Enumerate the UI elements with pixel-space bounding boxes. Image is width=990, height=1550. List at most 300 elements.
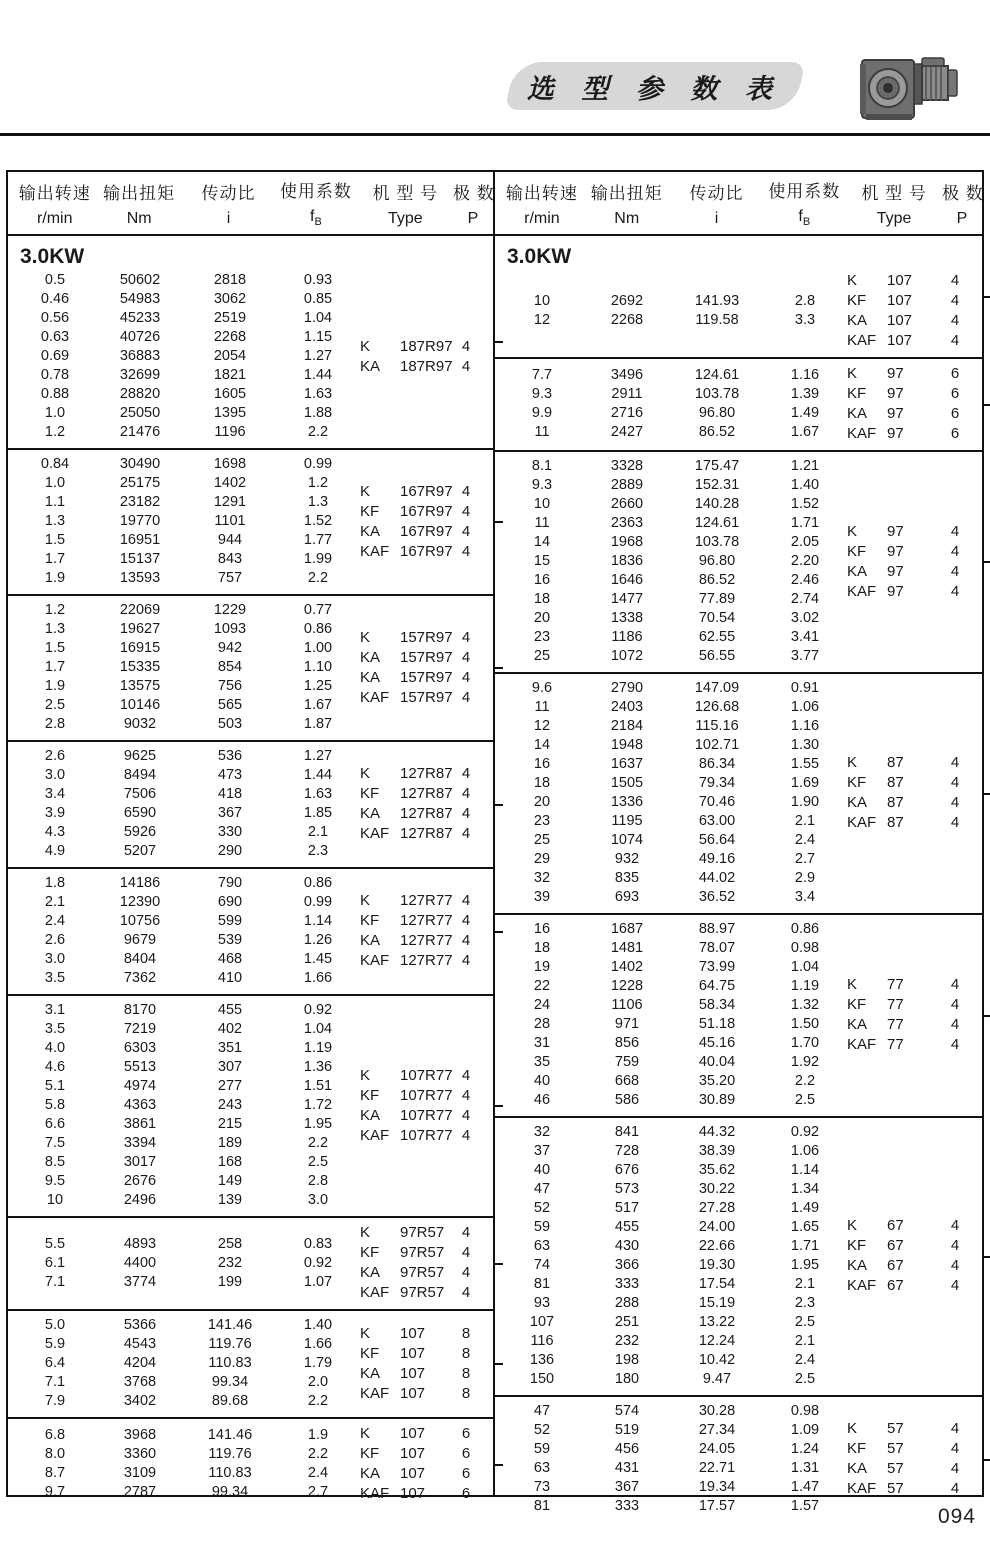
cell-factor: 2.5 bbox=[307, 1154, 329, 1170]
cell-ratio: 77.89 bbox=[698, 591, 736, 607]
type-prefix: KA bbox=[360, 522, 381, 540]
cell-factor: 0.86 bbox=[303, 621, 333, 637]
table-row bbox=[501, 1440, 847, 1459]
cell-factor: 1.49 bbox=[790, 1200, 820, 1216]
col-header-factor: 使用系数 $f_B$ bbox=[279, 182, 352, 229]
cell-ratio: 243 bbox=[217, 1097, 243, 1113]
type-prefix: KA bbox=[360, 357, 381, 375]
cell-torque: 32699 bbox=[119, 367, 161, 383]
cell-factor: 1.04 bbox=[790, 959, 820, 975]
cell-torque: 21476 bbox=[119, 424, 161, 440]
cell-factor: 1.50 bbox=[790, 1016, 820, 1032]
cell-ratio: 418 bbox=[217, 786, 243, 802]
cell-factor: 1.9 bbox=[307, 1427, 329, 1443]
type-row bbox=[360, 1324, 479, 1344]
cell-factor: 1.2 bbox=[307, 475, 329, 491]
cell-factor: 2.2 bbox=[307, 1135, 329, 1151]
cell-speed: 9.6 bbox=[531, 680, 553, 696]
cell-ratio: 44.02 bbox=[698, 870, 736, 886]
cell-speed: 7.7 bbox=[531, 367, 553, 383]
type-prefix: K bbox=[847, 365, 858, 382]
cell-ratio: 2818 bbox=[213, 272, 247, 288]
cell-speed: 2.8 bbox=[44, 716, 66, 732]
cell-ratio: 139 bbox=[217, 1192, 243, 1208]
cell-factor: 2.1 bbox=[794, 1333, 816, 1349]
cell-speed: 1.2 bbox=[44, 424, 66, 440]
type-poles: 4 bbox=[461, 765, 471, 782]
cell-factor: 3.02 bbox=[790, 610, 820, 626]
cell-factor: 1.67 bbox=[303, 697, 333, 713]
type-model: 127R77 bbox=[400, 892, 453, 909]
cell-speed: 3.0 bbox=[44, 767, 66, 783]
type-poles: 4 bbox=[461, 628, 471, 646]
type-poles: 4 bbox=[461, 1066, 471, 1084]
table-row bbox=[501, 1237, 847, 1256]
cell-factor: 1.69 bbox=[790, 775, 820, 791]
table-row bbox=[14, 658, 360, 677]
cell-factor: 1.24 bbox=[790, 1441, 820, 1457]
cell-ratio: 30.22 bbox=[698, 1181, 736, 1197]
table-row bbox=[14, 620, 360, 639]
table-row bbox=[14, 601, 360, 620]
cell-ratio: 140.28 bbox=[694, 496, 740, 512]
cell-speed: 20 bbox=[533, 794, 551, 810]
cell-torque: 2692 bbox=[610, 293, 644, 309]
cell-ratio: 9.47 bbox=[702, 1371, 732, 1387]
table-row bbox=[501, 698, 847, 717]
type-model: 97R57 bbox=[400, 1264, 445, 1281]
cell-factor: 1.15 bbox=[303, 329, 333, 345]
cell-torque: 1968 bbox=[610, 534, 644, 550]
table-row bbox=[501, 977, 847, 996]
cell-speed: 5.0 bbox=[44, 1317, 66, 1333]
cell-ratio: 19.30 bbox=[698, 1257, 736, 1273]
table-row bbox=[14, 1316, 360, 1335]
table-row bbox=[501, 679, 847, 698]
cell-factor: 1.40 bbox=[303, 1317, 333, 1333]
cell-speed: 6.6 bbox=[44, 1116, 66, 1132]
cell-speed: 2.1 bbox=[44, 894, 66, 910]
type-prefix: K bbox=[360, 482, 371, 500]
right-table bbox=[495, 172, 984, 1514]
table-row bbox=[14, 804, 360, 823]
cell-speed: 2.5 bbox=[44, 697, 66, 713]
cell-speed: 40 bbox=[533, 1162, 551, 1178]
cell-ratio: 468 bbox=[217, 951, 243, 967]
table-row bbox=[501, 793, 847, 812]
cell-ratio: 3062 bbox=[213, 291, 247, 307]
table-row bbox=[14, 1001, 360, 1020]
cell-ratio: 79.34 bbox=[698, 775, 736, 791]
data-block bbox=[495, 672, 982, 913]
cell-factor: 0.77 bbox=[303, 602, 333, 618]
cell-ratio: 2054 bbox=[213, 348, 247, 364]
cell-factor: 2.20 bbox=[790, 553, 820, 569]
type-model: 97 bbox=[887, 562, 904, 580]
cell-factor: 2.4 bbox=[307, 1465, 329, 1481]
type-model: 97R57 bbox=[400, 1244, 445, 1261]
cell-speed: 9.3 bbox=[531, 386, 553, 402]
type-prefix: KF bbox=[847, 774, 867, 791]
type-poles: 6 bbox=[950, 365, 960, 382]
cell-ratio: 70.54 bbox=[698, 610, 736, 626]
table-row bbox=[501, 514, 847, 533]
cell-ratio: 10.42 bbox=[698, 1352, 736, 1368]
data-block bbox=[8, 448, 493, 594]
type-poles: 4 bbox=[950, 1237, 960, 1254]
cell-ratio: 35.62 bbox=[698, 1162, 736, 1178]
cell-factor: 2.5 bbox=[794, 1092, 816, 1108]
cell-ratio: 690 bbox=[217, 894, 243, 910]
cell-torque: 2660 bbox=[610, 496, 644, 512]
type-poles: 4 bbox=[950, 1277, 960, 1294]
cell-speed: 3.1 bbox=[44, 1002, 66, 1018]
type-poles: 4 bbox=[950, 754, 960, 771]
cell-speed: 14 bbox=[533, 737, 551, 753]
type-row bbox=[847, 522, 968, 542]
type-poles: 4 bbox=[461, 785, 471, 802]
cell-factor: 0.83 bbox=[303, 1235, 333, 1252]
type-row bbox=[360, 1484, 479, 1504]
cell-torque: 19770 bbox=[119, 513, 161, 529]
cell-speed: 0.56 bbox=[40, 310, 70, 326]
type-row bbox=[360, 764, 479, 784]
type-poles: 4 bbox=[950, 976, 960, 993]
cell-speed: 8.7 bbox=[44, 1465, 66, 1481]
cell-speed: 6.1 bbox=[44, 1254, 66, 1271]
cell-factor: 0.99 bbox=[303, 894, 333, 910]
cell-ratio: 99.34 bbox=[211, 1484, 249, 1500]
cell-ratio: 944 bbox=[217, 532, 243, 548]
cell-torque: 1186 bbox=[611, 629, 643, 645]
cell-torque: 2268 bbox=[610, 312, 644, 328]
type-model: 97 bbox=[887, 582, 904, 600]
type-model: 167R97 bbox=[400, 522, 453, 540]
type-poles: 4 bbox=[461, 482, 471, 500]
cell-ratio: 103.78 bbox=[694, 534, 740, 550]
type-row bbox=[360, 1126, 479, 1146]
type-poles: 4 bbox=[461, 1284, 471, 1301]
cell-torque: 676 bbox=[614, 1162, 640, 1178]
table-row bbox=[501, 1256, 847, 1275]
cell-speed: 16 bbox=[533, 756, 551, 772]
type-poles: 4 bbox=[950, 1440, 960, 1457]
cell-torque: 25175 bbox=[119, 475, 161, 491]
cell-speed: 6.4 bbox=[44, 1355, 66, 1371]
cell-factor: 2.5 bbox=[794, 1314, 816, 1330]
cell-speed: 29 bbox=[533, 851, 551, 867]
type-poles: 4 bbox=[461, 337, 471, 355]
table-row bbox=[14, 1020, 360, 1039]
left-table bbox=[8, 172, 495, 1502]
cell-speed: 16 bbox=[533, 921, 551, 937]
cell-speed: 11 bbox=[534, 515, 550, 531]
type-row bbox=[360, 1364, 479, 1384]
cell-factor: 1.63 bbox=[303, 786, 333, 802]
type-model: 157R97 bbox=[400, 648, 453, 666]
cell-ratio: 22.71 bbox=[698, 1460, 736, 1476]
table-row bbox=[501, 1123, 847, 1142]
cell-ratio: 86.34 bbox=[698, 756, 736, 772]
cell-torque: 4400 bbox=[123, 1254, 157, 1271]
type-row bbox=[847, 813, 968, 833]
table-row bbox=[501, 311, 847, 330]
cell-speed: 10 bbox=[533, 496, 551, 512]
type-prefix: KA bbox=[360, 648, 381, 666]
table-row bbox=[14, 639, 360, 658]
cell-factor: 1.72 bbox=[303, 1097, 333, 1113]
type-model: 127R87 bbox=[400, 765, 453, 782]
cell-ratio: 13.22 bbox=[698, 1314, 736, 1330]
type-row bbox=[360, 1464, 479, 1484]
cell-factor: 0.86 bbox=[790, 921, 820, 937]
cell-factor: 2.2 bbox=[307, 424, 329, 440]
type-prefix: KF bbox=[360, 1244, 380, 1261]
type-model: 97R57 bbox=[400, 1284, 445, 1301]
cell-factor: 2.8 bbox=[794, 293, 816, 309]
type-poles: 4 bbox=[461, 1224, 471, 1241]
type-prefix: KA bbox=[360, 1465, 381, 1482]
table-row bbox=[14, 874, 360, 893]
cell-torque: 2716 bbox=[610, 405, 644, 421]
table-row bbox=[501, 812, 847, 831]
type-model: 107R77 bbox=[400, 1126, 453, 1144]
col-header-ratio: 传动比 i bbox=[689, 183, 744, 227]
cell-speed: 4.0 bbox=[44, 1040, 66, 1056]
type-model: 87 bbox=[887, 754, 904, 771]
type-model: 77 bbox=[887, 1036, 904, 1053]
type-poles: 4 bbox=[950, 1460, 960, 1477]
table-row bbox=[501, 1053, 847, 1072]
cell-ratio: 58.34 bbox=[698, 997, 736, 1013]
cell-torque: 668 bbox=[614, 1073, 640, 1089]
type-row bbox=[847, 384, 968, 404]
cell-factor: 2.2 bbox=[307, 570, 329, 586]
table-row bbox=[501, 628, 847, 647]
table-row bbox=[14, 696, 360, 715]
type-prefix: KA bbox=[847, 1460, 868, 1477]
cell-torque: 932 bbox=[614, 851, 640, 867]
table-row bbox=[501, 1142, 847, 1161]
cell-ratio: 89.68 bbox=[211, 1393, 249, 1409]
cell-speed: 1.3 bbox=[44, 513, 66, 529]
cell-speed: 150 bbox=[529, 1371, 555, 1387]
cell-ratio: 757 bbox=[217, 570, 243, 586]
cell-torque: 4974 bbox=[123, 1078, 157, 1094]
type-row bbox=[847, 793, 968, 813]
type-model: 57 bbox=[887, 1420, 904, 1437]
cell-speed: 9.9 bbox=[531, 405, 553, 421]
type-row bbox=[847, 582, 968, 602]
cell-factor: 2.4 bbox=[794, 832, 816, 848]
cell-factor: 1.95 bbox=[303, 1116, 333, 1132]
cell-ratio: 24.05 bbox=[698, 1441, 736, 1457]
cell-ratio: 88.97 bbox=[698, 921, 736, 937]
cell-factor: 1.16 bbox=[790, 718, 820, 734]
cell-torque: 16951 bbox=[119, 532, 161, 548]
cell-speed: 12 bbox=[533, 718, 551, 734]
col-header-torque: 输出扭矩 Nm bbox=[103, 183, 176, 227]
cell-ratio: 790 bbox=[217, 875, 243, 891]
cell-ratio: 35.20 bbox=[698, 1073, 736, 1089]
data-block bbox=[8, 1417, 493, 1510]
cell-ratio: 96.80 bbox=[698, 405, 736, 421]
cell-ratio: 942 bbox=[217, 640, 243, 656]
table-row bbox=[14, 1273, 360, 1292]
cell-ratio: 119.76 bbox=[208, 1336, 252, 1352]
table-row bbox=[14, 474, 360, 493]
table-row bbox=[501, 1072, 847, 1091]
table-row bbox=[14, 1115, 360, 1134]
table-row bbox=[501, 1421, 847, 1440]
type-poles: 4 bbox=[950, 292, 960, 309]
cell-ratio: 78.07 bbox=[698, 940, 736, 956]
cell-torque: 1646 bbox=[610, 572, 644, 588]
cell-ratio: 1291 bbox=[213, 494, 247, 510]
type-row bbox=[360, 668, 479, 688]
data-block bbox=[8, 740, 493, 867]
table-row bbox=[501, 533, 847, 552]
cell-speed: 39 bbox=[533, 889, 551, 905]
cell-torque: 4893 bbox=[123, 1235, 157, 1252]
cell-torque: 7506 bbox=[123, 786, 157, 802]
type-row bbox=[847, 1459, 968, 1479]
table-row bbox=[501, 590, 847, 609]
cell-torque: 3328 bbox=[610, 458, 644, 474]
cell-speed: 1.9 bbox=[44, 678, 66, 694]
cell-ratio: 1605 bbox=[213, 386, 247, 402]
type-model: 107 bbox=[400, 1384, 426, 1402]
cell-speed: 9.7 bbox=[44, 1484, 66, 1500]
page-title: 选 型 参 数 表 bbox=[527, 73, 783, 104]
data-block bbox=[8, 236, 493, 448]
table-row bbox=[14, 1483, 360, 1502]
table-row bbox=[501, 996, 847, 1015]
type-poles: 4 bbox=[461, 688, 471, 706]
type-model: 107 bbox=[400, 1445, 426, 1462]
type-poles: 6 bbox=[950, 425, 960, 442]
type-row bbox=[847, 1216, 968, 1236]
type-poles: 4 bbox=[461, 542, 471, 560]
type-row bbox=[360, 1384, 479, 1404]
cell-speed: 47 bbox=[533, 1181, 551, 1197]
cell-speed: 59 bbox=[533, 1219, 551, 1235]
table-row bbox=[14, 823, 360, 842]
type-model: 157R97 bbox=[400, 668, 453, 686]
selection-parameter-tables bbox=[6, 170, 984, 1514]
table-row bbox=[501, 1351, 847, 1370]
data-block bbox=[495, 357, 982, 450]
type-row bbox=[360, 1444, 479, 1464]
cell-ratio: 307 bbox=[217, 1059, 243, 1075]
type-prefix: KF bbox=[847, 542, 867, 560]
cell-torque: 1338 bbox=[610, 610, 644, 626]
type-model: 107 bbox=[887, 332, 913, 349]
cell-torque: 2403 bbox=[610, 699, 644, 715]
type-row bbox=[847, 364, 968, 384]
cell-ratio: 27.34 bbox=[698, 1422, 736, 1438]
type-poles: 4 bbox=[461, 357, 471, 375]
cell-ratio: 51.18 bbox=[698, 1016, 736, 1032]
type-prefix: KF bbox=[847, 1440, 867, 1457]
table-row bbox=[501, 292, 847, 311]
type-prefix: KA bbox=[847, 794, 868, 811]
type-row bbox=[360, 1066, 479, 1086]
table-row bbox=[501, 717, 847, 736]
type-row bbox=[847, 562, 968, 582]
type-model: 77 bbox=[887, 1016, 904, 1033]
type-prefix: K bbox=[847, 754, 858, 771]
table-row bbox=[14, 1077, 360, 1096]
cell-torque: 251 bbox=[614, 1314, 640, 1330]
cell-factor: 1.04 bbox=[303, 310, 333, 326]
left-table-body bbox=[8, 236, 493, 1510]
cell-speed: 32 bbox=[533, 870, 551, 886]
table-row bbox=[501, 831, 847, 850]
cell-ratio: 189 bbox=[217, 1135, 243, 1151]
table-row bbox=[14, 969, 360, 988]
cell-ratio: 49.16 bbox=[698, 851, 736, 867]
cell-ratio: 12.24 bbox=[698, 1333, 736, 1349]
cell-torque: 2676 bbox=[123, 1173, 157, 1189]
data-block bbox=[495, 913, 982, 1116]
cell-factor: 2.46 bbox=[790, 572, 820, 588]
table-row bbox=[501, 609, 847, 628]
cell-factor: 0.98 bbox=[790, 1403, 820, 1419]
type-prefix: KF bbox=[360, 1344, 380, 1362]
cell-torque: 2427 bbox=[610, 424, 644, 440]
cell-speed: 7.1 bbox=[44, 1273, 66, 1290]
type-row bbox=[847, 1419, 968, 1439]
cell-ratio: 86.52 bbox=[698, 572, 736, 588]
table-row bbox=[501, 1199, 847, 1218]
type-model: 97R57 bbox=[400, 1224, 445, 1241]
cell-speed: 7.9 bbox=[44, 1393, 66, 1409]
type-row bbox=[360, 502, 479, 522]
cell-speed: 25 bbox=[533, 648, 551, 664]
cell-torque: 10146 bbox=[119, 697, 161, 713]
cell-factor: 1.06 bbox=[790, 1143, 820, 1159]
cell-torque: 1505 bbox=[610, 775, 644, 791]
page-title-banner bbox=[504, 62, 806, 110]
cell-factor: 1.19 bbox=[790, 978, 820, 994]
cell-factor: 3.3 bbox=[794, 312, 816, 328]
type-model: 87 bbox=[887, 774, 904, 791]
type-model: 187R97 bbox=[400, 337, 453, 355]
type-poles: 8 bbox=[461, 1324, 471, 1342]
type-row bbox=[847, 1276, 968, 1296]
type-poles: 4 bbox=[461, 825, 471, 842]
type-poles: 6 bbox=[461, 1445, 471, 1462]
cell-speed: 10 bbox=[46, 1192, 64, 1208]
table-row bbox=[501, 755, 847, 774]
type-model: 67 bbox=[887, 1217, 904, 1234]
table-row bbox=[14, 715, 360, 734]
type-poles: 4 bbox=[461, 502, 471, 520]
cell-speed: 116 bbox=[530, 1333, 554, 1349]
cell-speed: 18 bbox=[533, 940, 551, 956]
cell-torque: 2787 bbox=[123, 1484, 157, 1500]
cell-torque: 54983 bbox=[119, 291, 161, 307]
type-model: 127R87 bbox=[400, 805, 453, 822]
cell-factor: 0.93 bbox=[303, 272, 333, 288]
table-row bbox=[501, 1275, 847, 1294]
cell-ratio: 124.61 bbox=[694, 515, 740, 531]
cell-speed: 2.6 bbox=[44, 932, 66, 948]
cell-speed: 24 bbox=[533, 997, 551, 1013]
cell-factor: 1.14 bbox=[790, 1162, 820, 1178]
type-prefix: KF bbox=[360, 1086, 380, 1104]
